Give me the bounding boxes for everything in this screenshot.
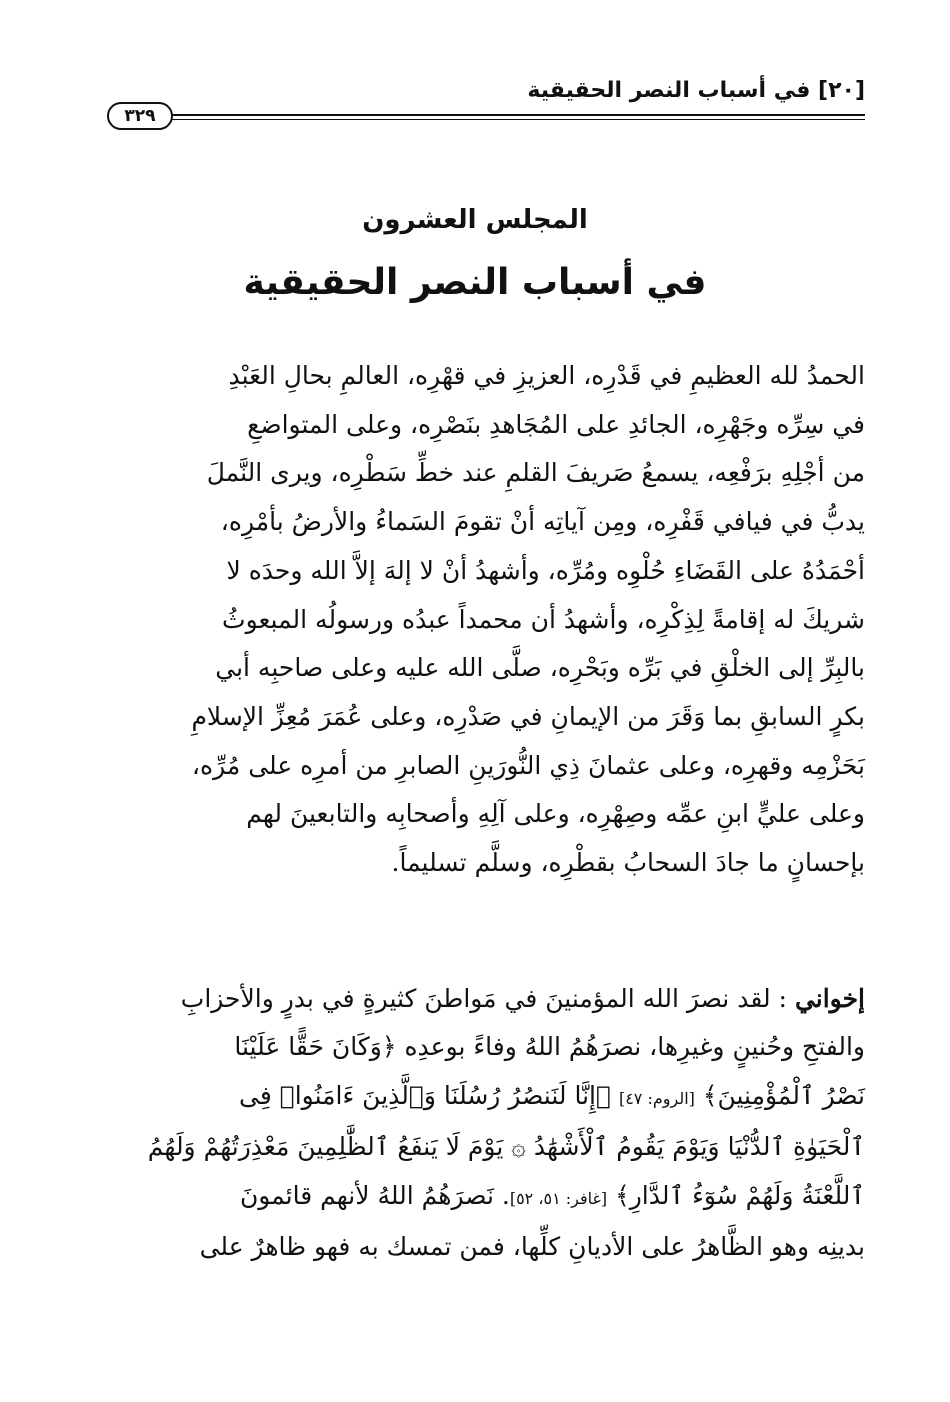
text-line: بَحَزْمِه وقهرِه، وعلى عثمانَ ذِي النُّورَينِ الصابرِ من أمرِه على مُرِّه، (191, 750, 865, 780)
chapter-title: في أسباب النصر الحقيقية (243, 262, 707, 303)
text-line: بكرٍ السابقِ بما وَقَرَ من الإيمانِ في صَدْرِه، وعلى عُمَرَ مُعِزِّ الإسلامِ (191, 701, 865, 731)
chapter-subtitle: المجلس العشرون (362, 205, 588, 235)
page-number: ٣٢٩ (107, 102, 173, 130)
text-line: بإحسانٍ ما جادَ السحابُ بقطْرِه، وسلَّم تسليماً. (391, 848, 865, 878)
header-rule-thin (165, 119, 865, 120)
opening-paragraph (95, 352, 865, 888)
text-run: : لقد نصرَ الله المؤمنينَ في مَواطنَ كثيرةٍ في بدرٍ والأحزابِ (180, 984, 787, 1013)
verse-citation: [الروم: ٤٧] (618, 1088, 695, 1108)
text-line: شريكَ له إقامةً لِذِكْرِه، وأشهدُ أن محمداً عبدُه ورسولُه المبعوثُ (222, 604, 865, 634)
text-line: الحمدُ لله العظيمِ في قَدْرِه، العزيزِ في قهْرِه، العالمِ بحالِ العَبْدِ (228, 361, 865, 390)
quran-verse: ﴿إِنَّا لَنَنصُرُ رُسُلَنَا وَٱلَّذِينَ ءَامَنُوا۟ فِى (238, 1080, 611, 1110)
text-line (95, 975, 865, 1023)
text-line: أحْمَدُهُ على القَضَاءِ حُلْوِه ومُرِّه، وأشهدُ أنْ لا إلهَ إلاَّ الله وحدَه لا (226, 555, 865, 585)
text-line: ٱلْحَيَوٰةِ ٱلدُّنْيَا وَيَوْمَ يَقُومُ ٱلْأَشْهَٰدُ ۞ يَوْمَ لَا يَنفَعُ ٱلظَّٰلِمِينَ مَعْذِرَتُهُمْ وَلَهُمُ (147, 1132, 865, 1162)
running-header (95, 70, 865, 126)
text-line: من أجْلِهِ برَفْعِه، يسمعُ صَريفَ القلمِ عند خطِّ سَطْرِه، ويرى النَّملَ (206, 458, 865, 488)
text-line: والفتحِ وحُنينٍ وغيرِها، نصرَهُمُ اللهُ وفاءً بوعدِه ﴿وَكَانَ حَقًّا عَلَيْنَا (234, 1032, 865, 1062)
quran-verse: نَصْرُ ٱلْمُؤْمِنِينَ﴾ (702, 1080, 865, 1110)
header-rule (165, 114, 865, 116)
paragraph-lead-word: إخواني (794, 984, 865, 1013)
text-line: في سِرِّه وجَهْرِه، الجائدِ على المُجَاهدِ بنَصْرِه، وعلى المتواضعِ (247, 409, 865, 439)
text-line (95, 1072, 865, 1123)
quran-verse: ٱللَّعْنَةُ وَلَهُمْ سُوٓءُ ٱلدَّارِ﴾ (615, 1180, 865, 1210)
text-line: بالبِرِّ إلى الخلْقِ في بَرِّه وبَحْرِه، صلَّى الله عليه وعلى صاحبِه أبي (215, 653, 865, 683)
verse-citation: [غافر: ٥١، ٥٢] (509, 1188, 608, 1208)
text-line: بدينِه وهو الظَّاهرُ على الأديانِ كلِّها، فمن تمسك به فهو ظاهرٌ على (199, 1232, 865, 1262)
second-paragraph (95, 975, 865, 1271)
text-line: يدبُّ في فيافي قَفْرِه، ومِن آياتِه أنْ تقومَ السَماءُ والأرضُ بأمْرِه، (220, 507, 865, 537)
text-line (95, 1172, 865, 1223)
text-line: وعلى عليٍّ ابنِ عمِّه وصِهْرِه، وعلى آلِهِ وأصحابِه والتابعينَ لهم (246, 799, 865, 829)
text-run: . نَصرَهُمُ اللهُ لأنهم قائمونَ (239, 1180, 510, 1210)
running-header-title: [٢٠] في أسباب النصر الحقيقية (527, 78, 865, 103)
